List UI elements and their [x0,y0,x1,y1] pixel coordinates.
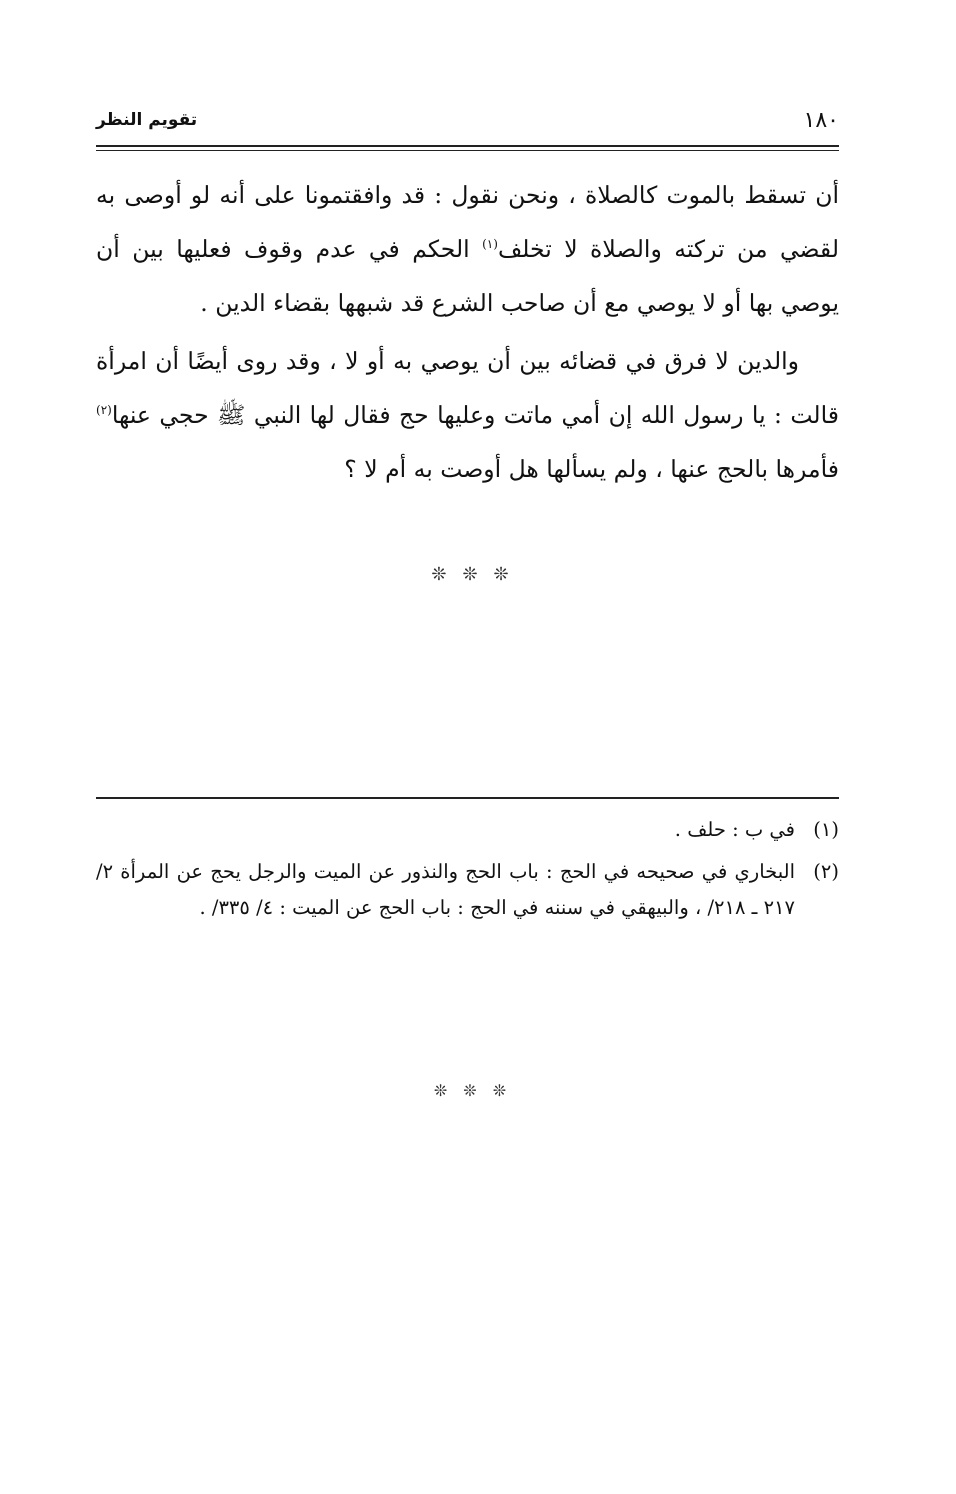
page-number: ١٨٠ [803,108,839,133]
section-divider: ❊❊❊ [431,564,525,585]
header-rule-thin [96,150,839,151]
main-text [96,168,839,496]
paragraph-2 [96,334,839,496]
end-divider: ❊❊❊ [433,1081,523,1100]
footnote-rule [96,797,839,799]
page-header [96,108,839,142]
paragraph-1 [96,168,839,330]
footnote-number: (١) [813,818,839,841]
footnote-text: في ب : حلف . [674,818,795,841]
paragraph-1-text-a: أن تسقط بالموت كالصلاة ، ونحن نقول : قد وافقتمونا على أنه لو أوصى به لقضي من تركته والصلاة لا تخلف [96,181,839,263]
header-rule [96,145,839,147]
footnote-marker-1: (١) [482,237,498,252]
running-title: تقويم النظر [96,110,198,130]
footnotes [96,812,839,932]
footnote-2 [96,854,839,926]
footnote-1 [96,812,839,848]
footnote-text: البخاري في صحيحه في الحج : باب الحج والنذور عن الميت والرجل يحج عن المرأة ٢/ ٢١٧ ـ ٢١٨/ ، والبيهقي في سننه في الحج : باب الحج عن الميت : ٤/ ٣٣٥/ . [96,860,795,919]
paragraph-2-text-a: والدين لا فرق في قضائه بين أن يوصي به أو لا ، وقد روى أيضًا أن امرأة قالت : يا رسول الله إن أمي ماتت وعليها حج فقال لها النبي ﷺ حجي عنها [96,347,839,429]
paragraph-2-text-b: فأمرها بالحج عنها ، ولم يسألها هل أوصت به أم لا ؟ [344,455,839,483]
paragraph-1-text-b: الحكم في عدم وقوف فعليها بين أن يوصي بها أو لا يوصي مع أن صاحب الشرع قد شبهها بقضاء الدين . [96,235,839,317]
footnote-number: (٢) [813,860,839,883]
footnote-marker-2: (٢) [96,403,112,418]
